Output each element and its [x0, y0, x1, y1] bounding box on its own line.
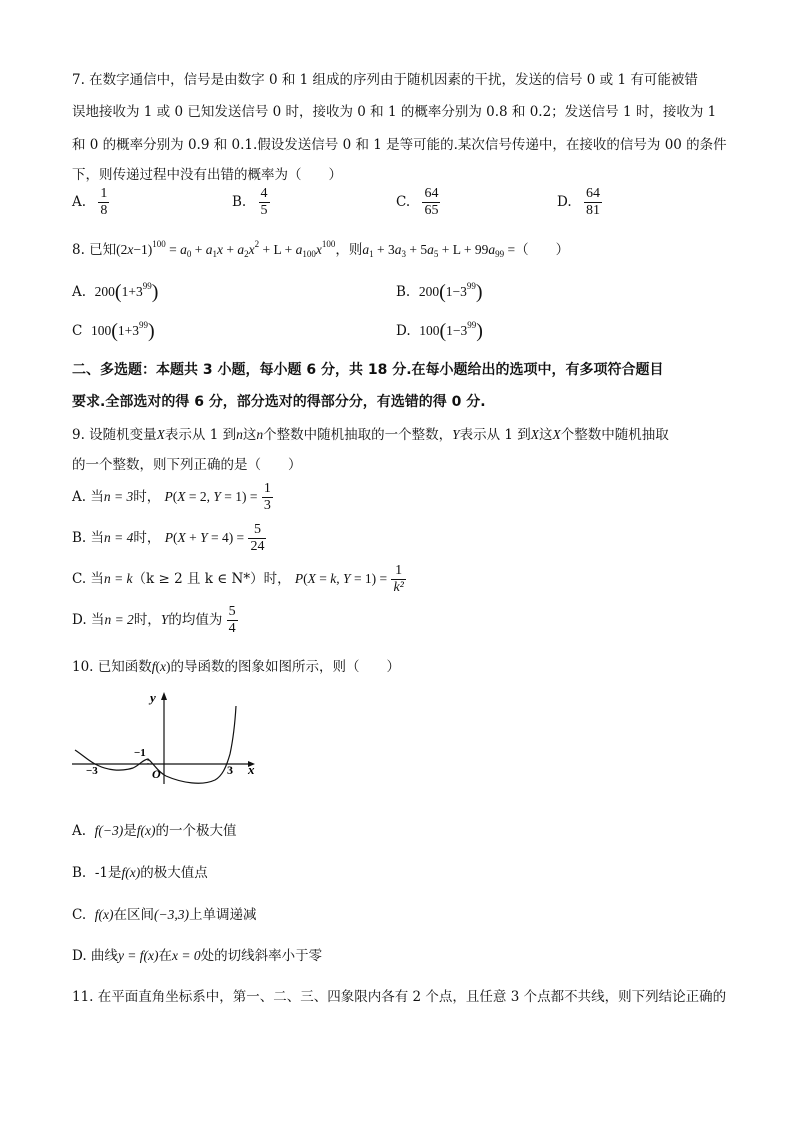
q9-option-c: C. 当n = k（k ≥ 2 且 k ∈ N*）时， P(X = k, Y = 1) = $\frac{1}{\text{k²}}$	[72, 563, 404, 595]
q9-line2: 的一个整数，则下列正确的是（ ）	[72, 457, 302, 473]
y-axis-arrow-icon	[161, 692, 167, 700]
q9-option-a: A. 当n = 3时， P(X = 2, Y = 1) = $\frac{1}{3}$	[72, 481, 271, 513]
q8-option-a: A. $200(1+3^{99})$	[72, 281, 159, 303]
tick-neg3-label: −3	[86, 765, 98, 777]
q8-option-b: B. $200(1-3^{99})$	[396, 281, 483, 303]
q9-option-b: B. 当n = 4时， P(X + Y = 4) = $\frac{5}{24}$	[72, 522, 265, 554]
q7-line1: 7. 在数字通信中，信号是由数字 0 和 1 组成的序列由于随机因素的干扰，发送的信号 0 或 1 有可能被错	[72, 72, 698, 88]
q8-option-d: D. $100(1-3^{99})$	[396, 320, 483, 342]
origin-label: O	[152, 767, 161, 781]
q10-stem: 10. 已知函数f(x)的导函数的图象如图所示，则（ ）	[72, 659, 401, 675]
tick-neg1-label: −1	[134, 747, 146, 759]
q7-option-d: D. $\frac{64}{81}$	[557, 186, 600, 218]
section2-heading-line2: 要求.全部选对的得 6 分，部分选对的得部分分，有选错的得 0 分.	[72, 394, 486, 410]
q7-line3: 和 0 的概率分别为 0.9 和 0.1.假设发送信号 0 和 1 是等可能的.某次信号传递中，在接收的信号为 00 的条件	[72, 137, 727, 153]
q7-option-b: B. $\frac{4}{5}$	[232, 186, 268, 218]
q8-option-c: C $100(1+3^{99})$	[72, 320, 155, 342]
q9-line1: 9. 设随机变量X表示从 1 到n这n个整数中随机抽取的一个整数，Y表示从 1 到X这X个整数中随机抽取	[72, 427, 669, 443]
section2-heading-line1: 二、多选题：本题共 3 小题，每小题 6 分，共 18 分.在每小题给出的选项中，有多项符合题目	[72, 362, 664, 378]
q10-option-c: C. f(x)在区间(−3,3)上单调递减	[72, 907, 257, 923]
q10-option-b: B. -1是f(x)的极大值点	[72, 865, 208, 881]
q7-option-c: C. $\frac{64}{65}$	[396, 186, 439, 218]
q7-line4: 下，则传递过程中没有出错的概率为（ ）	[72, 167, 342, 183]
q7-option-a: A. $\frac{1}{8}$	[72, 186, 108, 218]
x-label: x	[248, 762, 255, 777]
q10-option-a: A. f(−3)是f(x)的一个极大值	[72, 823, 237, 839]
tick-3-label: 3	[227, 763, 233, 777]
q9-option-d: D. 当n = 2时，Y的均值为 $\frac{5}{4}$	[72, 604, 236, 636]
q11-line1: 11. 在平面直角坐标系中，第一、二、三、四象限内各有 2 个点，且任意 3 个点都不共线，则下列结论正确的	[72, 989, 727, 1005]
derivative-graph	[70, 688, 260, 788]
q8-stem: 8. 已知$(2x-1)^{100} = a_0 + a_1x + a_2x^2 + L + a_{100}x^{100}$，则$a_1 + 3a_3 + 5a_5 + L + 99a_{99}$ =（ ）	[72, 239, 570, 259]
y-label: y	[150, 690, 156, 705]
q10-option-d: D. 曲线y = f(x)在x = 0处的切线斜率小于零	[72, 948, 323, 964]
q7-line2: 误地接收为 1 或 0 已知发送信号 0 时，接收为 0 和 1 的概率分别为 0.8 和 0.2；发送信号 1 时，接收为 1	[72, 104, 717, 120]
